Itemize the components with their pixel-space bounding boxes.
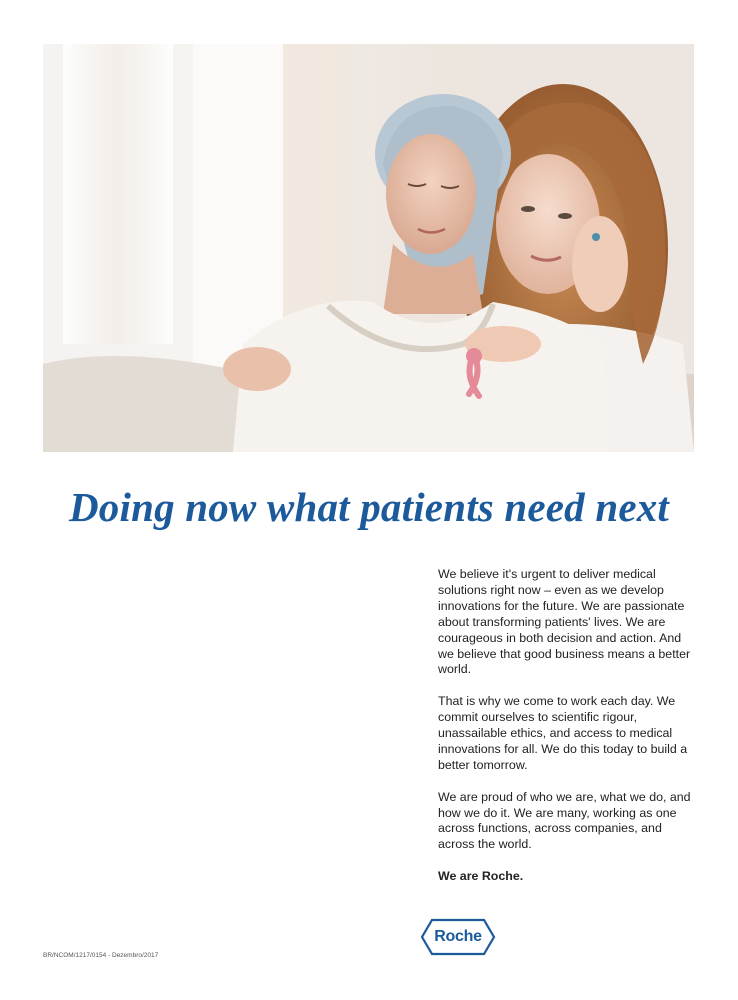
hero-photo [43,44,694,452]
reference-code: BR/NCOM/1217/0154 - Dezembro/2017 [43,952,159,959]
body-paragraph-2: That is why we come to work each day. We commit ourselves to scientific rigour, unassailable ethics, and access to medical innovations for all. We do this today to build a better tomorrow. [438,694,688,772]
body-copy [438,567,700,885]
hero-photo-illustration [43,44,694,452]
body-paragraph-3: We are proud of who we are, what we do, and how we do it. We are many, working as one across functions, across companies, and across the world. [438,789,691,852]
headline: Doing now what patients need next [68,484,670,530]
closing-line: We are Roche. [438,869,524,884]
roche-logo [420,918,496,956]
roche-logo-text: Roche [434,928,482,945]
body-paragraph-1: We believe it's urgent to deliver medical solutions right now – even as we develop innovations for the future. We are passionate about transforming patients' lives. We are courageous in both decision and action. And we believe that good business means a better world. [438,567,691,677]
